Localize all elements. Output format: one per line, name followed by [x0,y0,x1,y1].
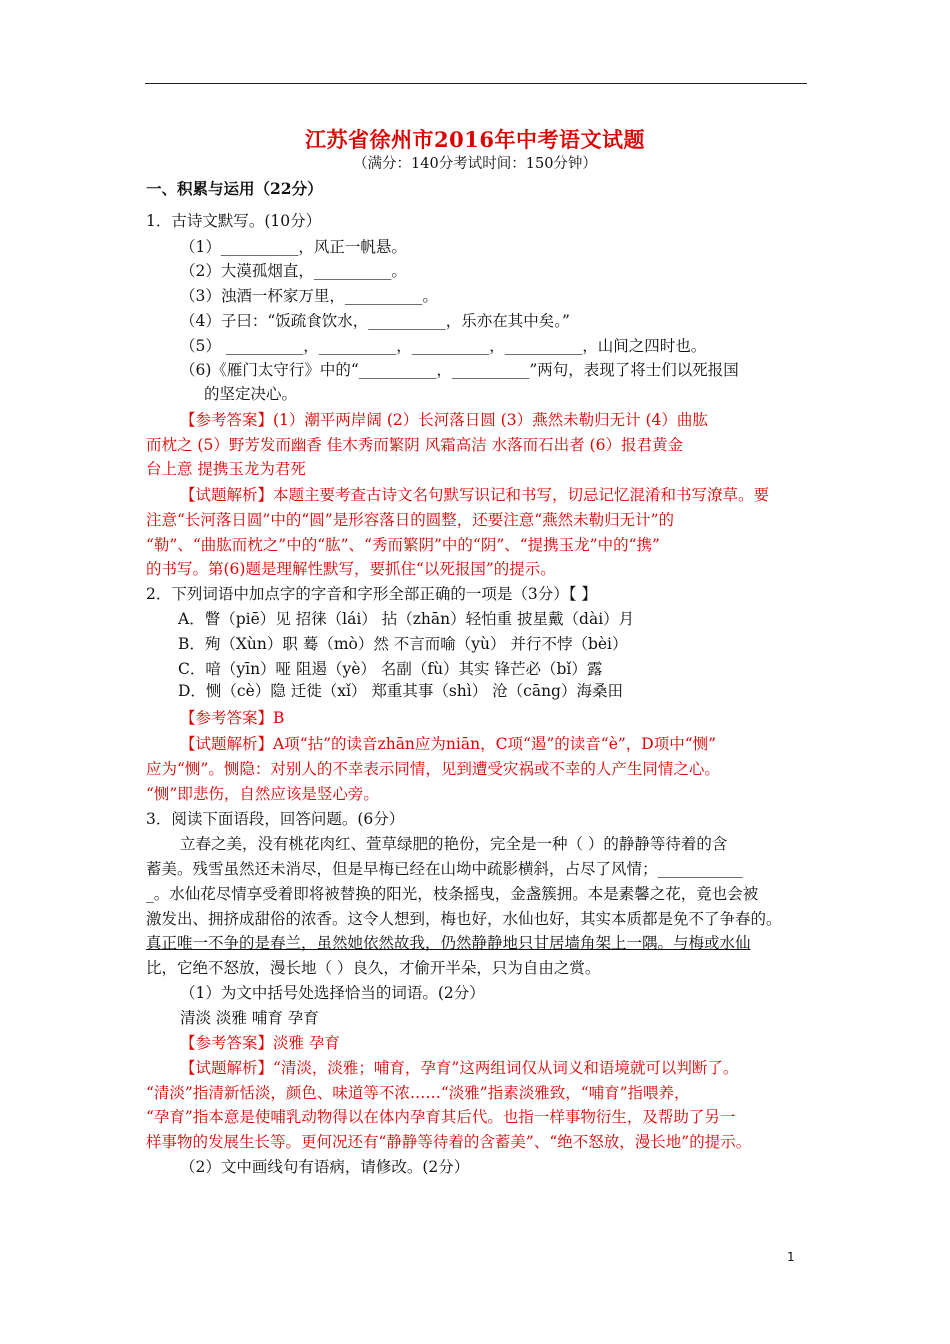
text-line: （3）浊酒一杯家万里，__________。 [180,287,438,305]
text-line: （2）文中画线句有语病，请修改。(2分） [180,1158,470,1176]
answer-line: 【参考答案】B [180,709,285,727]
answer-line: 【试题解析】本题主要考查古诗文名句默写识记和书写，切忌记忆混淆和书写潦草。要 [180,486,770,504]
text-line: A．瞥（piē）见 招徕（lái） 拈（zhān）轻怕重 披星戴（dài）月 [178,610,635,628]
section-heading: 一、积累与运用（22分） [146,179,323,198]
answer-line: “清淡”指清新恬淡，颜色、味道等不浓……“淡雅”指素淡雅致，“哺育”指喂养， [146,1084,690,1102]
answer-line: 样事物的发展生长等。更何况还有“静静等待着的含蓄美”、“绝不怒放，漫长地”的提示。 [146,1133,752,1151]
text-line: 1．古诗文默写。(10分） [146,212,322,230]
text-line: 激发出、拥挤成甜俗的浓香。这令人想到，梅也好，水仙也好，其实本质都是免不了争春的。 [146,910,782,928]
text-line: 3．阅读下面语段，回答问题。(6分） [146,810,405,828]
answer-line: 注意“长河落日圆”中的“圆”是形容落日的圆整，还要注意“燕然未勒归无计”的 [146,511,675,529]
text-line: （1）__________，风正一帆悬。 [180,238,407,256]
text-line: （2）大漠孤烟直，__________。 [180,262,407,280]
answer-line: 台上意 提携玉龙为君死 [146,460,306,478]
text-line [146,933,751,953]
text-line: （5） __________，__________，__________，__________，山间之四时也。 [180,337,707,355]
text-line: 的坚定决心。 [204,385,298,403]
text-line: （6)《雁门太守行》中的“__________，__________”两句，表现了将士们以死报国 [180,361,739,379]
answer-line: 【参考答案】淡雅 孕育 [180,1034,340,1052]
page-subtitle: （满分：140分考试时间：150分钟） [353,156,597,172]
text-line: 蓄美。残雪虽然还未消尽，但是早梅已经在山坳中疏影横斜，占尽了风情；___________ [146,860,743,878]
text-line: 清淡 淡雅 哺育 孕育 [180,1009,319,1027]
text-line: C．喑（yīn）哑 阻遏（yè） 名副（fù）其实 锋芒必（bǐ）露 [178,660,603,678]
answer-line: 应为“恻”。恻隐：对别人的不幸表示同情，见到遭受灾祸或不幸的人产生同情之心。 [146,760,720,778]
text-line: （1）为文中括号处选择恰当的词语。(2分） [180,984,485,1002]
answer-line: “勒”、“曲肱而枕之”中的“肱”、“秀而繁阴”中的“阴”、“提携玉龙”中的“携” [146,536,660,554]
answer-line: 【参考答案】(1）潮平两岸阔 (2）长河落日圆 (3）燕然未勒归无计 (4）曲肱 [180,411,708,429]
page-title: 江苏省徐州市2016年中考语文试题 [305,127,645,152]
text-line: D．恻（cè）隐 迁徙（xǐ） 郑重其事（shì） 沧（cāng）海桑田 [178,682,623,700]
text-line: _。水仙花尽情享受着即将被替换的阳光，枝条摇曳，金盏簇拥。本是素馨之花，竟也会被 [146,885,759,903]
text-line: B．殉（Xùn）职 蓦（mò）然 不言而喻（yù） 并行不悖（bèi） [178,635,628,653]
answer-line: 的书写。第(6)题是理解性默写，要抓住“以死报国”的提示。 [146,560,556,578]
underlined-sentence: 真正唯一不争的是春兰，虽然她依然故我，仍然静静地只甘居墙角架上一隅。与梅或水仙 [146,934,751,952]
page-number: 1 [787,1250,795,1264]
header-rule [145,83,807,84]
text-line: 2．下列词语中加点字的字音和字形全部正确的一项是（3分）【 】 [146,585,597,603]
text-line: 比，它绝不怒放，漫长地（ ）良久，才偷开半朵，只为自由之赏。 [146,959,601,977]
answer-line: “恻”即悲伤，自然应该是竖心旁。 [146,785,379,803]
answer-line: 【试题解析】“清淡，淡雅；哺育，孕育”这两组词仅从词义和语境就可以判断了。 [180,1059,739,1077]
answer-line: 【试题解析】A项“拈”的读音zhān应为niān，C项“遏”的读音“è”，D项中“恻” [180,735,717,753]
text-line: （4）子曰：“饭疏食饮水，__________，乐亦在其中矣。” [180,312,570,330]
answer-line: 而枕之 (5）野芳发而幽香 佳木秀而繁阴 风霜高洁 水落而石出者 (6）报君黄金 [146,436,683,454]
answer-line: “孕育”指本意是使哺乳动物得以在体内孕育其后代。也指一样事物衍生，及帮助了另一 [146,1108,736,1126]
text-line: 立春之美，没有桃花肉红、萱草绿肥的艳份，完全是一种（ ）的静静等待着的含 [180,835,728,853]
